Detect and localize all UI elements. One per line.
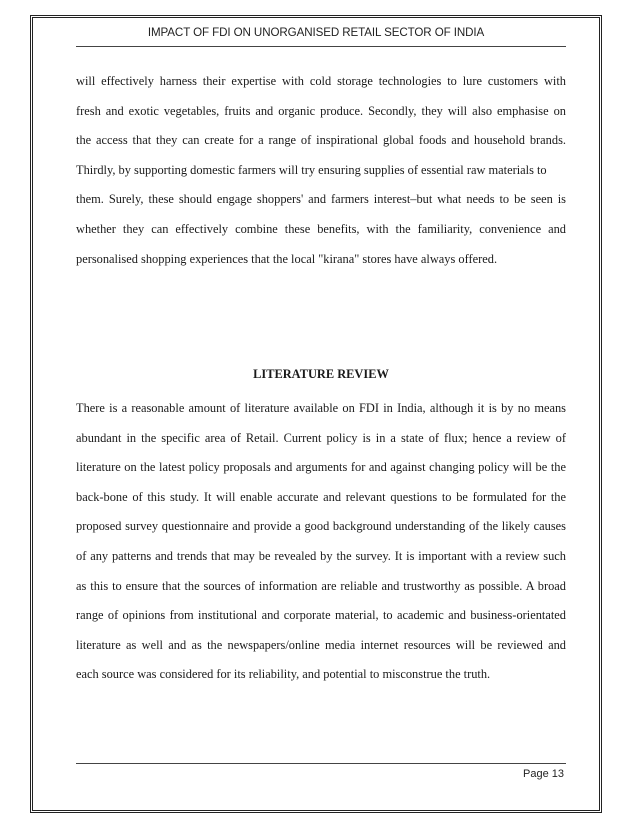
paragraph-line: of any patterns and trends that may be revealed by the survey. It is important with a review such <box>76 548 566 563</box>
paragraph-line: the access that they can create for a range of inspirational global foods and household brands. <box>76 133 566 148</box>
paragraph-line: each source was considered for its reliability, and potential to misconstrue the truth. <box>76 667 491 682</box>
paragraph-line: fresh and exotic vegetables, fruits and organic produce. Secondly, they will also emphasise on <box>76 103 566 118</box>
paragraph-line: whether they can effectively combine these benefits, with the familiarity, convenience and <box>76 221 566 236</box>
paragraph-line: range of opinions from institutional and corporate material, to academic and business-orientated <box>76 608 566 623</box>
paragraph-line: literature as well and as the newspapers/online media internet resources will be reviewed and <box>76 637 566 652</box>
paragraph-line: back-bone of this study. It will enable accurate and relevant questions to be formulated for the <box>76 489 566 504</box>
paragraph-line: There is a reasonable amount of literature available on FDI in India, although it is by no means <box>76 401 566 415</box>
footer-rule <box>76 763 566 764</box>
paragraph-line: personalised shopping experiences that the local "kirana" stores have always offered. <box>76 251 498 266</box>
paragraph-line: them. Surely, these should engage shoppers' and farmers interest–but what needs to be seen is <box>76 192 566 207</box>
page-header: IMPACT OF FDI ON UNORGANISED RETAIL SECTOR OF INDIA <box>147 26 485 39</box>
paragraph-line: abundant in the specific area of Retail. Current policy is in a state of flux; hence a review of <box>76 430 566 445</box>
literature-review-paragraph <box>76 394 566 690</box>
header-rule <box>76 46 566 47</box>
intro-paragraph <box>76 67 566 274</box>
paragraph-line: Thirdly, by supporting domestic farmers will try ensuring supplies of essential raw materials to <box>76 162 547 177</box>
page-number: Page 13 <box>523 768 564 780</box>
paragraph-line: proposed survey questionnaire and provide a good background understanding of the likely causes <box>76 519 566 534</box>
paragraph-line: literature on the latest policy proposals and arguments for and against changing policy will be the <box>76 460 566 475</box>
section-heading-literature-review: LITERATURE REVIEW <box>253 367 389 381</box>
paragraph-line: as this to ensure that the sources of information are reliable and trustworthy as possible. A broad <box>76 578 566 593</box>
paragraph-line: will effectively harness their expertise with cold storage technologies to lure customers with <box>76 74 566 88</box>
